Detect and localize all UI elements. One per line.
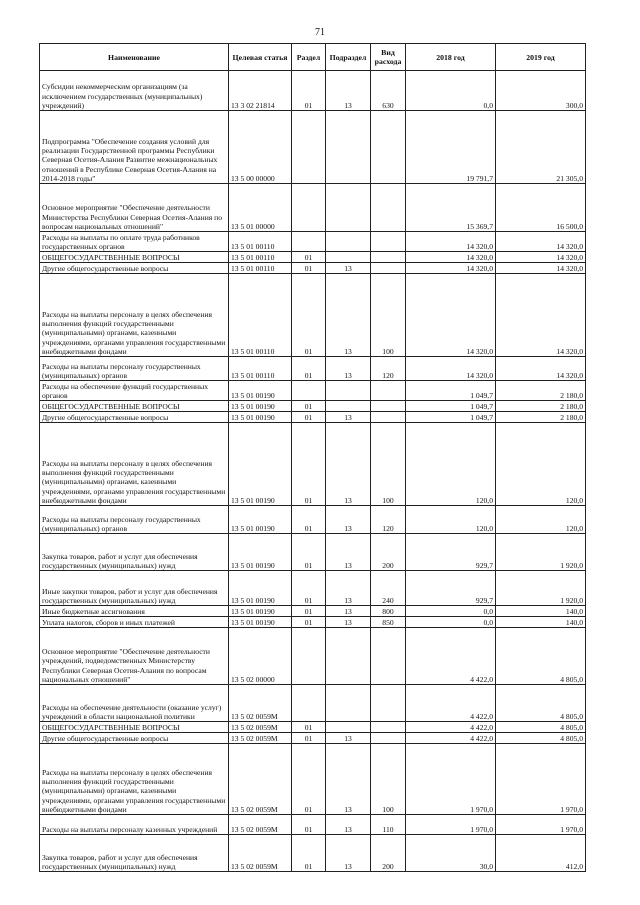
section-cell [292, 232, 326, 252]
row-name-cell: Другие общегосударственные вопросы [40, 263, 229, 274]
amount-2019-cell: 14 320,0 [496, 232, 586, 252]
amount-2018-cell: 14 320,0 [406, 263, 496, 274]
expense-type-cell [371, 412, 406, 423]
target-article-cell: 13 5 02 0059М [229, 835, 292, 872]
amount-2018-cell: 0,0 [406, 71, 496, 111]
subsection-cell: 13 [326, 263, 371, 274]
amount-2019-cell: 300,0 [496, 71, 586, 111]
row-name-cell: Основное мероприятие "Обеспечение деятельности Министерства Республики Северная Осетия-Алания по вопросам национальных отношений" [40, 184, 229, 232]
target-article-cell: 13 5 02 0059М [229, 722, 292, 733]
target-article-cell: 13 5 00 00000 [229, 111, 292, 184]
table-row [40, 381, 586, 401]
section-cell: 01 [292, 744, 326, 815]
section-cell: 01 [292, 263, 326, 274]
section-cell: 01 [292, 401, 326, 412]
expense-type-cell [371, 232, 406, 252]
section-cell: 01 [292, 617, 326, 628]
amount-2019-cell: 2 180,0 [496, 381, 586, 401]
target-article-cell: 13 5 02 0059М [229, 685, 292, 722]
amount-2018-cell: 14 320,0 [406, 357, 496, 381]
section-cell [292, 184, 326, 232]
table-row [40, 412, 586, 423]
target-article-cell: 13 5 01 00000 [229, 184, 292, 232]
table-row [40, 835, 586, 872]
expense-type-cell [371, 184, 406, 232]
row-name-cell: ОБЩЕГОСУДАРСТВЕННЫЕ ВОПРОСЫ [40, 401, 229, 412]
section-cell [292, 381, 326, 401]
expense-type-cell [371, 111, 406, 184]
amount-2018-cell: 0,0 [406, 617, 496, 628]
row-name-cell: Уплата налогов, сборов и иных платежей [40, 617, 229, 628]
subsection-cell [326, 184, 371, 232]
amount-2019-cell: 412,0 [496, 835, 586, 872]
expense-type-cell [371, 722, 406, 733]
section-cell: 01 [292, 815, 326, 835]
amount-2018-cell: 4 422,0 [406, 722, 496, 733]
header-name: Наименование [40, 44, 229, 71]
amount-2018-cell: 4 422,0 [406, 628, 496, 685]
table-row [40, 252, 586, 263]
subsection-cell: 13 [326, 357, 371, 381]
expense-type-cell: 120 [371, 357, 406, 381]
row-name-cell: Расходы на выплаты персоналу государственных (муниципальных) органов [40, 357, 229, 381]
expense-type-cell: 100 [371, 423, 406, 506]
target-article-cell: 13 5 01 00190 [229, 381, 292, 401]
table-row [40, 571, 586, 606]
header-year-2019: 2019 год [496, 44, 586, 71]
expense-type-cell [371, 685, 406, 722]
amount-2019-cell: 1 920,0 [496, 571, 586, 606]
table-row [40, 733, 586, 744]
row-name-cell: Подпрограмма "Обеспечение создания условий для реализации Государственной программы Республики Северная Осетия-Алания Развитие межнациональных отношений в Республике Северная Осетия-Алания на 2014-2018 годы" [40, 111, 229, 184]
row-name-cell: Другие общегосударственные вопросы [40, 733, 229, 744]
expense-type-cell [371, 628, 406, 685]
table-row [40, 506, 586, 534]
row-name-cell: Расходы на обеспечение функций государственных органов [40, 381, 229, 401]
budget-table [39, 43, 586, 872]
expense-type-cell [371, 401, 406, 412]
table-row [40, 744, 586, 815]
amount-2018-cell: 929,7 [406, 571, 496, 606]
amount-2018-cell: 1 049,7 [406, 381, 496, 401]
subsection-cell: 13 [326, 534, 371, 571]
subsection-cell [326, 722, 371, 733]
header-row [40, 44, 586, 71]
amount-2019-cell: 2 180,0 [496, 412, 586, 423]
header-target-article: Целевая статья [229, 44, 292, 71]
row-name-cell: Расходы на выплаты по оплате труда работников государственных органов [40, 232, 229, 252]
row-name-cell: Закупка товаров, работ и услуг для обеспечения государственных (муниципальных) нужд [40, 534, 229, 571]
table-row [40, 534, 586, 571]
expense-type-cell [371, 733, 406, 744]
subsection-cell: 13 [326, 71, 371, 111]
table-row [40, 274, 586, 357]
row-name-cell: Расходы на выплаты персоналу казенных учреждений [40, 815, 229, 835]
section-cell: 01 [292, 274, 326, 357]
amount-2019-cell: 14 320,0 [496, 357, 586, 381]
table-row [40, 111, 586, 184]
target-article-cell: 13 5 01 00190 [229, 571, 292, 606]
amount-2019-cell: 1 970,0 [496, 815, 586, 835]
amount-2018-cell: 1 970,0 [406, 815, 496, 835]
table-row [40, 401, 586, 412]
section-cell [292, 111, 326, 184]
section-cell: 01 [292, 412, 326, 423]
row-name-cell: Другие общегосударственные вопросы [40, 412, 229, 423]
amount-2018-cell: 120,0 [406, 423, 496, 506]
amount-2018-cell: 929,7 [406, 534, 496, 571]
amount-2018-cell: 1 970,0 [406, 744, 496, 815]
target-article-cell: 13 5 01 00110 [229, 263, 292, 274]
amount-2018-cell: 14 320,0 [406, 252, 496, 263]
subsection-cell [326, 685, 371, 722]
subsection-cell: 13 [326, 506, 371, 534]
table-row [40, 628, 586, 685]
subsection-cell [326, 628, 371, 685]
target-article-cell: 13 5 01 00190 [229, 412, 292, 423]
subsection-cell: 13 [326, 571, 371, 606]
section-cell: 01 [292, 722, 326, 733]
header-expense-type: Вид расхода [371, 44, 406, 71]
row-name-cell: Иные закупки товаров, работ и услуг для обеспечения государственных (муниципальных) нужд [40, 571, 229, 606]
amount-2019-cell: 140,0 [496, 606, 586, 617]
amount-2018-cell: 14 320,0 [406, 232, 496, 252]
amount-2019-cell: 120,0 [496, 506, 586, 534]
subsection-cell: 13 [326, 835, 371, 872]
section-cell: 01 [292, 606, 326, 617]
amount-2019-cell: 1 920,0 [496, 534, 586, 571]
target-article-cell: 13 5 01 00190 [229, 606, 292, 617]
section-cell: 01 [292, 835, 326, 872]
target-article-cell: 13 5 01 00110 [229, 357, 292, 381]
expense-type-cell [371, 381, 406, 401]
expense-type-cell [371, 263, 406, 274]
target-article-cell: 13 5 02 00000 [229, 628, 292, 685]
subsection-cell: 13 [326, 815, 371, 835]
amount-2018-cell: 19 791,7 [406, 111, 496, 184]
expense-type-cell: 120 [371, 506, 406, 534]
target-article-cell: 13 5 01 00190 [229, 423, 292, 506]
table-row [40, 685, 586, 722]
amount-2018-cell: 0,0 [406, 606, 496, 617]
amount-2019-cell: 4 805,0 [496, 685, 586, 722]
subsection-cell: 13 [326, 412, 371, 423]
amount-2019-cell: 120,0 [496, 423, 586, 506]
amount-2019-cell: 140,0 [496, 617, 586, 628]
section-cell: 01 [292, 534, 326, 571]
table-row [40, 722, 586, 733]
amount-2018-cell: 15 369,7 [406, 184, 496, 232]
target-article-cell: 13 5 01 00110 [229, 232, 292, 252]
page-number: 71 [315, 27, 325, 38]
amount-2018-cell: 1 049,7 [406, 412, 496, 423]
amount-2018-cell: 4 422,0 [406, 685, 496, 722]
amount-2019-cell: 14 320,0 [496, 274, 586, 357]
expense-type-cell: 200 [371, 534, 406, 571]
subsection-cell: 13 [326, 733, 371, 744]
subsection-cell [326, 401, 371, 412]
section-cell [292, 685, 326, 722]
amount-2019-cell: 2 180,0 [496, 401, 586, 412]
amount-2019-cell: 4 805,0 [496, 722, 586, 733]
expense-type-cell: 800 [371, 606, 406, 617]
row-name-cell: ОБЩЕГОСУДАРСТВЕННЫЕ ВОПРОСЫ [40, 722, 229, 733]
section-cell: 01 [292, 571, 326, 606]
amount-2019-cell: 16 500,0 [496, 184, 586, 232]
amount-2018-cell: 120,0 [406, 506, 496, 534]
target-article-cell: 13 5 01 00110 [229, 274, 292, 357]
header-subsection: Подраздел [326, 44, 371, 71]
target-article-cell: 13 5 01 00190 [229, 506, 292, 534]
expense-type-cell: 850 [371, 617, 406, 628]
expense-type-cell: 200 [371, 835, 406, 872]
section-cell: 01 [292, 357, 326, 381]
table-row [40, 263, 586, 274]
subsection-cell [326, 381, 371, 401]
target-article-cell: 13 5 01 00190 [229, 401, 292, 412]
table-row [40, 423, 586, 506]
section-cell: 01 [292, 252, 326, 263]
table-row [40, 232, 586, 252]
expense-type-cell: 100 [371, 744, 406, 815]
amount-2018-cell: 14 320,0 [406, 274, 496, 357]
header-year-2018: 2018 год [406, 44, 496, 71]
target-article-cell: 13 5 01 00110 [229, 252, 292, 263]
amount-2019-cell: 4 805,0 [496, 628, 586, 685]
target-article-cell: 13 5 02 0059М [229, 744, 292, 815]
expense-type-cell [371, 252, 406, 263]
expense-type-cell: 110 [371, 815, 406, 835]
amount-2018-cell: 30,0 [406, 835, 496, 872]
section-cell [292, 628, 326, 685]
row-name-cell: Иные бюджетные ассигнования [40, 606, 229, 617]
row-name-cell: Расходы на выплаты персоналу в целях обеспечения выполнения функций государственными (муниципальными) органами, казенными учреждениями, органами управления государственными внебюджетными фондами [40, 274, 229, 357]
target-article-cell: 13 5 01 00190 [229, 534, 292, 571]
table-row [40, 617, 586, 628]
amount-2018-cell: 1 049,7 [406, 401, 496, 412]
subsection-cell: 13 [326, 423, 371, 506]
target-article-cell: 13 5 02 0059М [229, 815, 292, 835]
table-row [40, 184, 586, 232]
row-name-cell: ОБЩЕГОСУДАРСТВЕННЫЕ ВОПРОСЫ [40, 252, 229, 263]
row-name-cell: Закупка товаров, работ и услуг для обеспечения государственных (муниципальных) нужд [40, 835, 229, 872]
target-article-cell: 13 5 01 00190 [229, 617, 292, 628]
amount-2019-cell: 21 305,0 [496, 111, 586, 184]
subsection-cell [326, 111, 371, 184]
section-cell: 01 [292, 506, 326, 534]
row-name-cell: Субсидии некоммерческим организациям (за исключением государственных (муниципальных) учреждений) [40, 71, 229, 111]
amount-2019-cell: 1 970,0 [496, 744, 586, 815]
subsection-cell: 13 [326, 606, 371, 617]
target-article-cell: 13 5 02 0059М [229, 733, 292, 744]
subsection-cell [326, 232, 371, 252]
row-name-cell: Расходы на выплаты персоналу государственных (муниципальных) органов [40, 506, 229, 534]
amount-2019-cell: 14 320,0 [496, 263, 586, 274]
section-cell: 01 [292, 733, 326, 744]
section-cell: 01 [292, 423, 326, 506]
row-name-cell: Основное мероприятие "Обеспечение деятельности учреждений, подведомственных Министерству Республики Северная Осетия-Алания по вопросам национальных отношений" [40, 628, 229, 685]
row-name-cell: Расходы на выплаты персоналу в целях обеспечения выполнения функций государственными (муниципальными) органами, казенными учреждениями, органами управления государственными внебюджетными фондами [40, 423, 229, 506]
amount-2018-cell: 4 422,0 [406, 733, 496, 744]
expense-type-cell: 100 [371, 274, 406, 357]
table-row [40, 357, 586, 381]
table-row [40, 71, 586, 111]
subsection-cell: 13 [326, 617, 371, 628]
expense-type-cell: 240 [371, 571, 406, 606]
subsection-cell: 13 [326, 274, 371, 357]
target-article-cell: 13 3 02 21814 [229, 71, 292, 111]
header-section: Раздел [292, 44, 326, 71]
row-name-cell: Расходы на выплаты персоналу в целях обеспечения выполнения функций государственными (муниципальными) органами, казенными учреждениями, органами управления государственными внебюджетными фондами [40, 744, 229, 815]
expense-type-cell: 630 [371, 71, 406, 111]
subsection-cell [326, 252, 371, 263]
amount-2019-cell: 4 805,0 [496, 733, 586, 744]
amount-2019-cell: 14 320,0 [496, 252, 586, 263]
subsection-cell: 13 [326, 744, 371, 815]
row-name-cell: Расходы на обеспечение деятельности (оказание услуг) учреждений в области национальной политики [40, 685, 229, 722]
section-cell: 01 [292, 71, 326, 111]
table-row [40, 606, 586, 617]
table-row [40, 815, 586, 835]
